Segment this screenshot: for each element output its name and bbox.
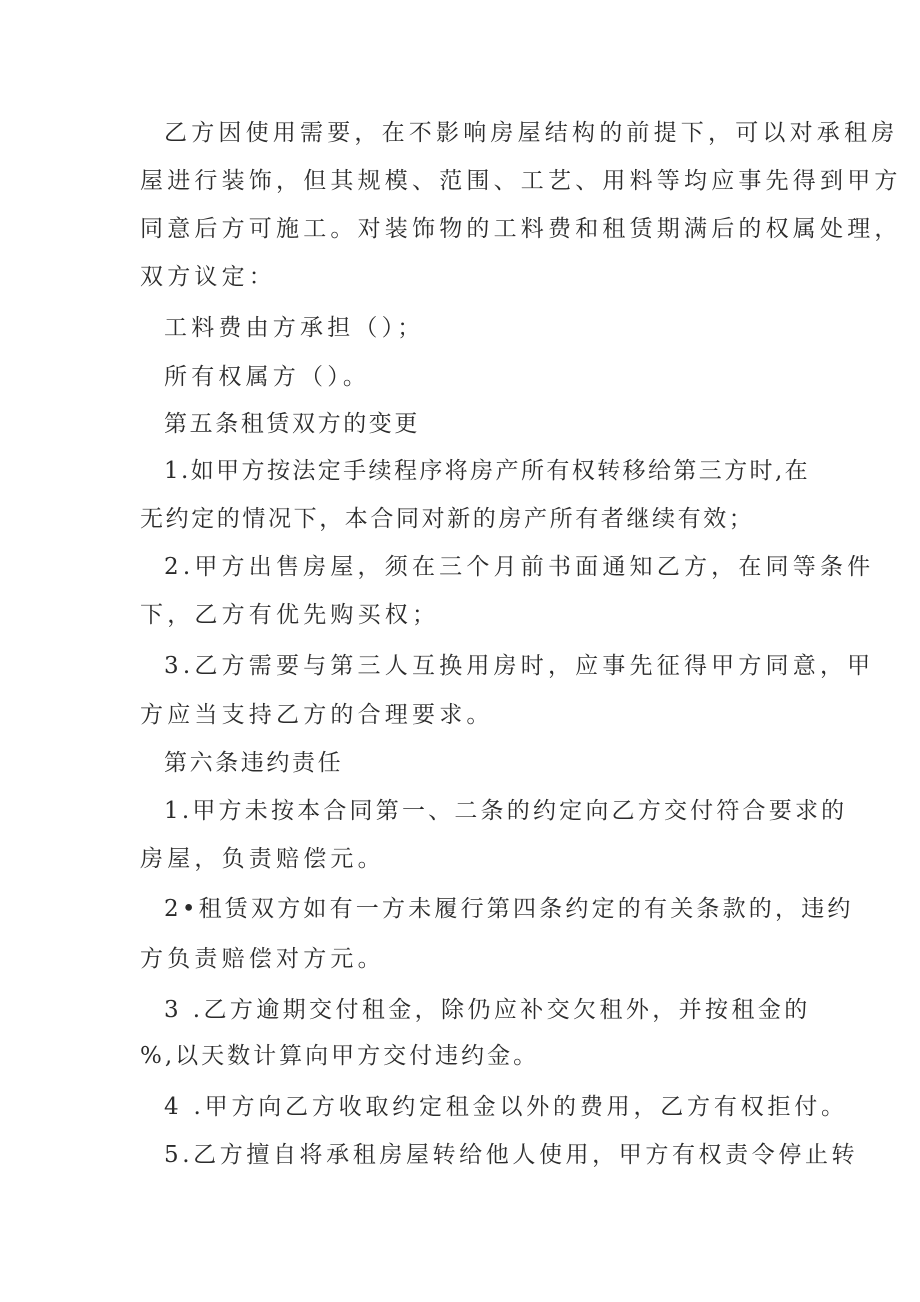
article-6-item-3-line-2: %,以天数计算向甲方交付违约金。: [140, 1043, 540, 1069]
article-6-item-2-line-1: 2•租赁双方如有一方未履行第四条约定的有关条款的，违约: [164, 896, 854, 922]
paragraph-decoration-line-3: 同意后方可施工。对装饰物的工料费和租赁期满后的权属处理，: [140, 216, 902, 242]
article-5-item-3-line-2: 方应当支持乙方的合理要求。: [140, 702, 494, 728]
article-5-item-3-line-1: 3.乙方需要与第三人互换用房时，应事先征得甲方同意，甲: [164, 653, 875, 679]
article-6-item-1-line-1: 1.甲方未按本合同第一、二条的约定向乙方交付符合要求的: [164, 798, 848, 824]
paragraph-decoration-line-1: 乙方因使用需要，在不影响房屋结构的前提下，可以对承租房: [164, 120, 899, 146]
section-heading-article-6: 第六条违约责任: [164, 750, 344, 776]
article-6-item-1-line-2: 房屋，负责赔偿元。: [140, 846, 385, 872]
article-6-item-4: 4 .甲方向乙方收取约定租金以外的费用，乙方有权拒付。: [164, 1094, 848, 1120]
ownership-clause: 所有权属方（）。: [164, 364, 371, 390]
article-6-item-3-line-1: 3 .乙方逾期交付租金，除仍应补交欠租外，并按租金的: [164, 997, 811, 1023]
article-5-item-2-line-1: 2.甲方出售房屋，须在三个月前书面通知乙方，在同等条件: [164, 554, 875, 580]
article-6-item-2-line-2: 方负责赔偿对方元。: [140, 946, 385, 972]
article-5-item-1-line-1: 1.如甲方按法定手续程序将房产所有权转移给第三方时,在: [164, 458, 811, 484]
material-cost-clause: 工料费由方承担（）；: [164, 315, 425, 341]
paragraph-decoration-line-2: 屋进行装饰，但其规模、范围、工艺、用料等均应事先得到甲方: [140, 168, 902, 194]
article-5-item-1-line-2: 无约定的情况下，本合同对新的房产所有者继续有效；: [140, 506, 755, 532]
article-6-item-5-line-1: 5.乙方擅自将承租房屋转给他人使用，甲方有权责令停止转: [164, 1142, 859, 1168]
article-5-item-2-line-2: 下，乙方有优先购买权；: [140, 602, 440, 628]
paragraph-decoration-line-4: 双方议定：: [140, 264, 276, 290]
section-heading-article-5: 第五条租赁双方的变更: [164, 411, 420, 437]
